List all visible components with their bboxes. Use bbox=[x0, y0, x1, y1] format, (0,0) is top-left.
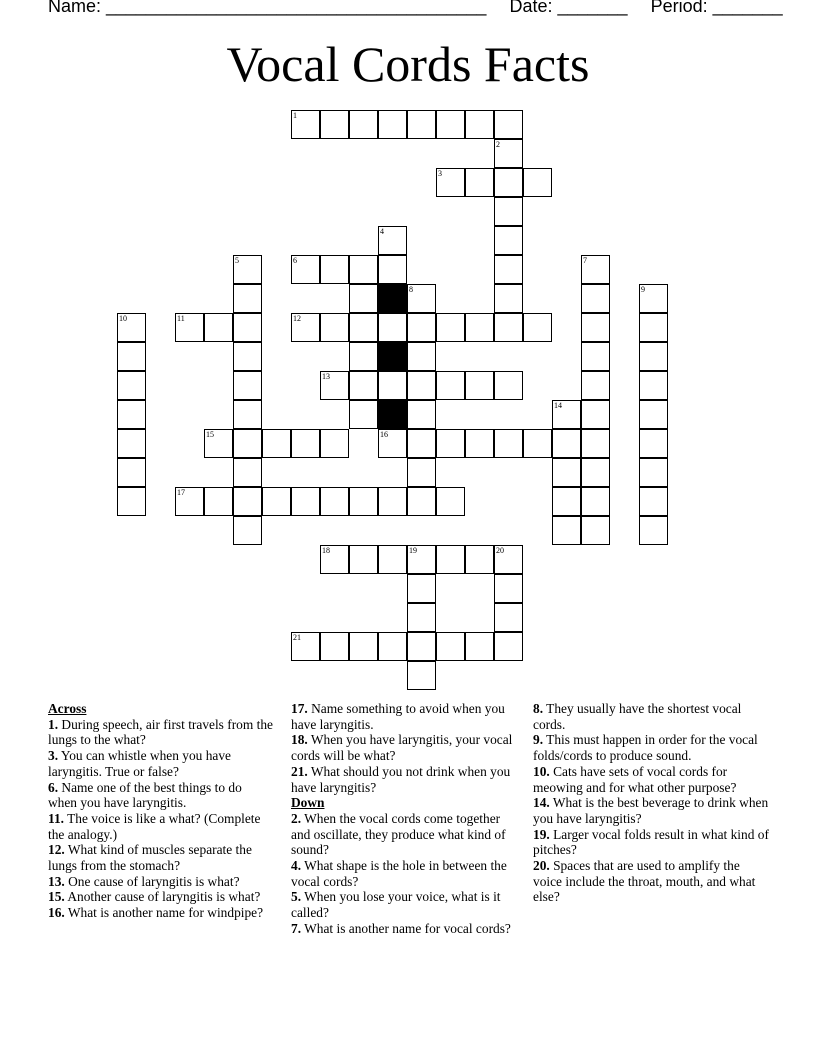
clue-number-label: 10. bbox=[533, 763, 550, 779]
grid-cell[interactable] bbox=[465, 632, 494, 661]
grid-cell[interactable] bbox=[349, 632, 378, 661]
across-clues-list-continued bbox=[291, 701, 519, 795]
clue-number-label: 18. bbox=[291, 732, 308, 748]
grid-cell[interactable] bbox=[291, 632, 320, 661]
clue-number-label: 19. bbox=[533, 826, 550, 842]
clue-number: 18 bbox=[322, 546, 330, 555]
clue-text: The voice is like a what? (Complete the analogy.) bbox=[48, 810, 261, 842]
clue-text: During speech, air first travels from the lungs to the what? bbox=[48, 716, 273, 748]
clue-number: 13 bbox=[322, 372, 330, 381]
clue-item bbox=[291, 701, 519, 732]
clue-number: 6 bbox=[293, 256, 297, 265]
clue-number-label: 3. bbox=[48, 748, 59, 764]
grid-cell[interactable] bbox=[581, 255, 610, 284]
grid-cell[interactable] bbox=[407, 458, 436, 487]
grid-cell[interactable] bbox=[378, 545, 407, 574]
clues-column-1 bbox=[48, 701, 273, 921]
grid-cell[interactable] bbox=[349, 342, 378, 371]
grid-cell[interactable] bbox=[378, 429, 407, 458]
grid-cell[interactable] bbox=[378, 255, 407, 284]
black-cell bbox=[378, 284, 407, 313]
clue-text: When you lose your voice, what is it called? bbox=[291, 889, 501, 921]
grid-cell[interactable] bbox=[581, 487, 610, 516]
black-cell bbox=[378, 342, 407, 371]
clue-item bbox=[533, 795, 771, 826]
grid-cell[interactable] bbox=[233, 458, 262, 487]
grid-cell[interactable] bbox=[117, 371, 146, 400]
grid-cell[interactable] bbox=[407, 342, 436, 371]
clue-item bbox=[291, 764, 519, 795]
clue-number: 8 bbox=[409, 285, 413, 294]
clue-item bbox=[48, 905, 273, 921]
grid-cell[interactable] bbox=[291, 110, 320, 139]
grid-cell[interactable] bbox=[407, 429, 436, 458]
grid-cell[interactable] bbox=[320, 371, 349, 400]
grid-cell[interactable] bbox=[523, 429, 552, 458]
grid-cell[interactable] bbox=[233, 284, 262, 313]
clue-number-label: 14. bbox=[533, 795, 550, 811]
clue-text: Spaces that are used to amplify the voice include the throat, mouth, and what else? bbox=[533, 858, 756, 905]
across-heading: Across bbox=[48, 701, 87, 716]
grid-cell[interactable] bbox=[349, 400, 378, 429]
grid-cell[interactable] bbox=[378, 371, 407, 400]
grid-cell[interactable] bbox=[291, 487, 320, 516]
grid-cell[interactable] bbox=[117, 487, 146, 516]
clue-text: What kind of muscles separate the lungs from the stomach? bbox=[48, 842, 252, 874]
grid-cell[interactable] bbox=[349, 313, 378, 342]
grid-cell[interactable] bbox=[320, 429, 349, 458]
grid-cell[interactable] bbox=[639, 342, 668, 371]
grid-cell[interactable] bbox=[204, 313, 233, 342]
clue-number-label: 13. bbox=[48, 873, 65, 889]
grid-cell[interactable] bbox=[436, 110, 465, 139]
grid-cell[interactable] bbox=[581, 516, 610, 545]
grid-cell[interactable] bbox=[494, 168, 523, 197]
clues-column-3 bbox=[533, 701, 771, 905]
clue-text: What is the best beverage to drink when you have laryngitis? bbox=[533, 795, 769, 826]
clue-item bbox=[48, 748, 273, 779]
clue-number: 20 bbox=[496, 546, 504, 555]
clue-text: When the vocal cords come together and oscillate, they produce what kind of sound? bbox=[291, 810, 506, 858]
grid-cell[interactable] bbox=[436, 313, 465, 342]
grid-cell[interactable] bbox=[320, 487, 349, 516]
grid-cell[interactable] bbox=[117, 429, 146, 458]
grid-cell[interactable] bbox=[204, 429, 233, 458]
clue-number: 3 bbox=[438, 169, 442, 178]
clue-text: One cause of laryngitis is what? bbox=[68, 873, 240, 889]
clue-number-label: 9. bbox=[533, 732, 544, 748]
clue-number-label: 4. bbox=[291, 858, 302, 874]
clue-item bbox=[291, 732, 519, 763]
name-field: Name: ______________________________________ bbox=[48, 0, 487, 16]
clue-number-label: 5. bbox=[291, 889, 302, 905]
clue-number: 10 bbox=[119, 314, 127, 323]
grid-cell[interactable] bbox=[639, 458, 668, 487]
grid-cell[interactable] bbox=[407, 661, 436, 690]
clue-number-label: 2. bbox=[291, 810, 302, 826]
grid-cell[interactable] bbox=[465, 168, 494, 197]
grid-cell[interactable] bbox=[465, 110, 494, 139]
clue-number: 2 bbox=[496, 140, 500, 149]
grid-cell[interactable] bbox=[639, 284, 668, 313]
grid-cell[interactable] bbox=[494, 632, 523, 661]
clue-item bbox=[291, 858, 519, 889]
grid-cell[interactable] bbox=[552, 429, 581, 458]
across-clues-list bbox=[48, 717, 273, 921]
clue-number-label: 21. bbox=[291, 763, 308, 779]
clue-text: Name one of the best things to do when you have laryngitis. bbox=[48, 779, 242, 811]
clue-item bbox=[291, 921, 519, 937]
clue-item bbox=[533, 701, 771, 732]
clue-text: Cats have sets of vocal cords for meowing and for what other purpose? bbox=[533, 763, 737, 795]
clue-item bbox=[291, 811, 519, 858]
grid-cell[interactable] bbox=[233, 487, 262, 516]
grid-cell[interactable] bbox=[233, 516, 262, 545]
grid-cell[interactable] bbox=[494, 139, 523, 168]
grid-cell[interactable] bbox=[407, 284, 436, 313]
grid-cell[interactable] bbox=[494, 603, 523, 632]
grid-cell[interactable] bbox=[233, 371, 262, 400]
grid-cell[interactable] bbox=[552, 400, 581, 429]
clue-number: 21 bbox=[293, 633, 301, 642]
grid-cell[interactable] bbox=[465, 545, 494, 574]
grid-cell[interactable] bbox=[639, 400, 668, 429]
clue-number-label: 12. bbox=[48, 842, 65, 858]
grid-cell[interactable] bbox=[407, 487, 436, 516]
clue-number-label: 6. bbox=[48, 779, 59, 795]
grid-cell[interactable] bbox=[581, 458, 610, 487]
grid-cell[interactable] bbox=[436, 632, 465, 661]
grid-cell[interactable] bbox=[262, 429, 291, 458]
grid-cell[interactable] bbox=[639, 371, 668, 400]
clue-text: They usually have the shortest vocal cords. bbox=[533, 701, 742, 732]
clue-number-label: 11. bbox=[48, 810, 64, 826]
grid-cell[interactable] bbox=[407, 603, 436, 632]
grid-cell[interactable] bbox=[494, 284, 523, 313]
grid-cell[interactable] bbox=[117, 458, 146, 487]
grid-cell[interactable] bbox=[465, 429, 494, 458]
grid-cell[interactable] bbox=[639, 429, 668, 458]
clue-number: 1 bbox=[293, 111, 297, 120]
grid-cell[interactable] bbox=[581, 342, 610, 371]
grid-cell[interactable] bbox=[262, 487, 291, 516]
grid-cell[interactable] bbox=[407, 110, 436, 139]
grid-cell[interactable] bbox=[320, 545, 349, 574]
grid-cell[interactable] bbox=[581, 400, 610, 429]
grid-cell[interactable] bbox=[407, 574, 436, 603]
clue-text: What shape is the hole in between the vocal cords? bbox=[291, 858, 507, 889]
grid-cell[interactable] bbox=[639, 313, 668, 342]
clue-number: 4 bbox=[380, 227, 384, 236]
down-heading: Down bbox=[291, 795, 325, 811]
grid-cell[interactable] bbox=[639, 516, 668, 545]
date-field: Date: _______ bbox=[509, 0, 628, 16]
clue-number-label: 20. bbox=[533, 858, 550, 874]
grid-cell[interactable] bbox=[349, 255, 378, 284]
grid-cell[interactable] bbox=[233, 342, 262, 371]
clue-number: 15 bbox=[206, 430, 214, 439]
grid-cell[interactable] bbox=[233, 313, 262, 342]
clue-number: 14 bbox=[554, 401, 562, 410]
grid-cell[interactable] bbox=[378, 487, 407, 516]
grid-cell[interactable] bbox=[175, 313, 204, 342]
grid-cell[interactable] bbox=[378, 313, 407, 342]
grid-cell[interactable] bbox=[494, 255, 523, 284]
grid-cell[interactable] bbox=[320, 110, 349, 139]
clue-item bbox=[533, 827, 771, 858]
grid-cell[interactable] bbox=[291, 255, 320, 284]
grid-cell[interactable] bbox=[204, 487, 233, 516]
grid-cell[interactable] bbox=[581, 313, 610, 342]
black-cell bbox=[378, 400, 407, 429]
grid-cell[interactable] bbox=[349, 545, 378, 574]
grid-cell[interactable] bbox=[378, 226, 407, 255]
grid-cell[interactable] bbox=[320, 313, 349, 342]
grid-cell[interactable] bbox=[581, 284, 610, 313]
clue-number-label: 17. bbox=[291, 701, 308, 716]
clue-text: Another cause of laryngitis is what? bbox=[67, 889, 261, 905]
grid-cell[interactable] bbox=[407, 632, 436, 661]
clue-item bbox=[48, 811, 273, 842]
grid-cell[interactable] bbox=[581, 429, 610, 458]
grid-cell[interactable] bbox=[494, 313, 523, 342]
clue-text: When you have laryngitis, your vocal cords will be what? bbox=[291, 732, 513, 764]
grid-cell[interactable] bbox=[291, 429, 320, 458]
clue-text: Name something to avoid when you have laryngitis. bbox=[291, 701, 505, 732]
grid-cell[interactable] bbox=[378, 110, 407, 139]
period-field: Period: _______ bbox=[650, 0, 783, 16]
grid-cell[interactable] bbox=[552, 516, 581, 545]
grid-cell[interactable] bbox=[494, 226, 523, 255]
grid-cell[interactable] bbox=[465, 313, 494, 342]
grid-cell[interactable] bbox=[233, 400, 262, 429]
clue-number: 7 bbox=[583, 256, 587, 265]
grid-cell[interactable] bbox=[639, 487, 668, 516]
grid-cell[interactable] bbox=[117, 400, 146, 429]
clue-text: What should you not drink when you have laryngitis? bbox=[291, 763, 511, 795]
clue-text: This must happen in order for the vocal folds/cords to produce sound. bbox=[533, 732, 758, 764]
clue-item bbox=[48, 889, 273, 905]
clue-number-label: 8. bbox=[533, 701, 544, 716]
grid-cell[interactable] bbox=[407, 545, 436, 574]
grid-cell[interactable] bbox=[494, 197, 523, 226]
grid-cell[interactable] bbox=[320, 632, 349, 661]
grid-cell[interactable] bbox=[523, 168, 552, 197]
puzzle-title: Vocal Cords Facts bbox=[226, 36, 590, 92]
grid-cell[interactable] bbox=[233, 429, 262, 458]
grid-cell[interactable] bbox=[436, 371, 465, 400]
grid-cell[interactable] bbox=[494, 429, 523, 458]
clue-item bbox=[533, 732, 771, 763]
grid-cell[interactable] bbox=[494, 574, 523, 603]
clue-text: You can whistle when you have laryngitis. True or false? bbox=[48, 748, 231, 779]
down-clues-list-continued bbox=[533, 701, 771, 905]
grid-cell[interactable] bbox=[552, 458, 581, 487]
clue-item bbox=[533, 858, 771, 905]
grid-cell[interactable] bbox=[378, 632, 407, 661]
grid-cell[interactable] bbox=[407, 371, 436, 400]
grid-cell[interactable] bbox=[175, 487, 204, 516]
clue-number: 9 bbox=[641, 285, 645, 294]
clue-item bbox=[291, 889, 519, 920]
clues-column-2 bbox=[291, 701, 519, 937]
clue-number-label: 1. bbox=[48, 716, 59, 732]
clue-number-label: 16. bbox=[48, 905, 65, 921]
grid-cell[interactable] bbox=[117, 342, 146, 371]
clue-number: 12 bbox=[293, 314, 301, 323]
clue-item bbox=[533, 764, 771, 795]
clue-item bbox=[48, 780, 273, 811]
clue-number: 19 bbox=[409, 546, 417, 555]
clue-item bbox=[48, 874, 273, 890]
grid-cell[interactable] bbox=[117, 313, 146, 342]
grid-cell[interactable] bbox=[552, 487, 581, 516]
grid-cell[interactable] bbox=[349, 487, 378, 516]
grid-cell[interactable] bbox=[436, 487, 465, 516]
grid-cell[interactable] bbox=[494, 371, 523, 400]
clue-number: 16 bbox=[380, 430, 388, 439]
grid-cell[interactable] bbox=[349, 110, 378, 139]
grid-cell[interactable] bbox=[291, 313, 320, 342]
grid-cell[interactable] bbox=[494, 110, 523, 139]
clue-number: 17 bbox=[177, 488, 185, 497]
grid-cell[interactable] bbox=[407, 313, 436, 342]
grid-cell[interactable] bbox=[436, 168, 465, 197]
clue-text: What is another name for vocal cords? bbox=[304, 920, 511, 936]
grid-cell[interactable] bbox=[523, 313, 552, 342]
clue-number-label: 15. bbox=[48, 889, 65, 905]
grid-cell[interactable] bbox=[349, 284, 378, 313]
grid-cell[interactable] bbox=[436, 545, 465, 574]
grid-cell[interactable] bbox=[436, 429, 465, 458]
grid-cell[interactable] bbox=[407, 400, 436, 429]
clue-number-label: 7. bbox=[291, 920, 302, 936]
clue-text: Larger vocal folds result in what kind of pitches? bbox=[533, 826, 769, 858]
grid-cell[interactable] bbox=[581, 371, 610, 400]
clue-number: 11 bbox=[177, 314, 185, 323]
clue-text: What is another name for windpipe? bbox=[67, 905, 264, 921]
grid-cell[interactable] bbox=[320, 255, 349, 284]
grid-cell[interactable] bbox=[349, 371, 378, 400]
down-clues-list bbox=[291, 811, 519, 937]
grid-cell[interactable] bbox=[494, 545, 523, 574]
grid-cell[interactable] bbox=[233, 255, 262, 284]
clue-item bbox=[48, 717, 273, 748]
grid-cell[interactable] bbox=[465, 371, 494, 400]
clue-item bbox=[48, 842, 273, 873]
clue-number: 5 bbox=[235, 256, 239, 265]
